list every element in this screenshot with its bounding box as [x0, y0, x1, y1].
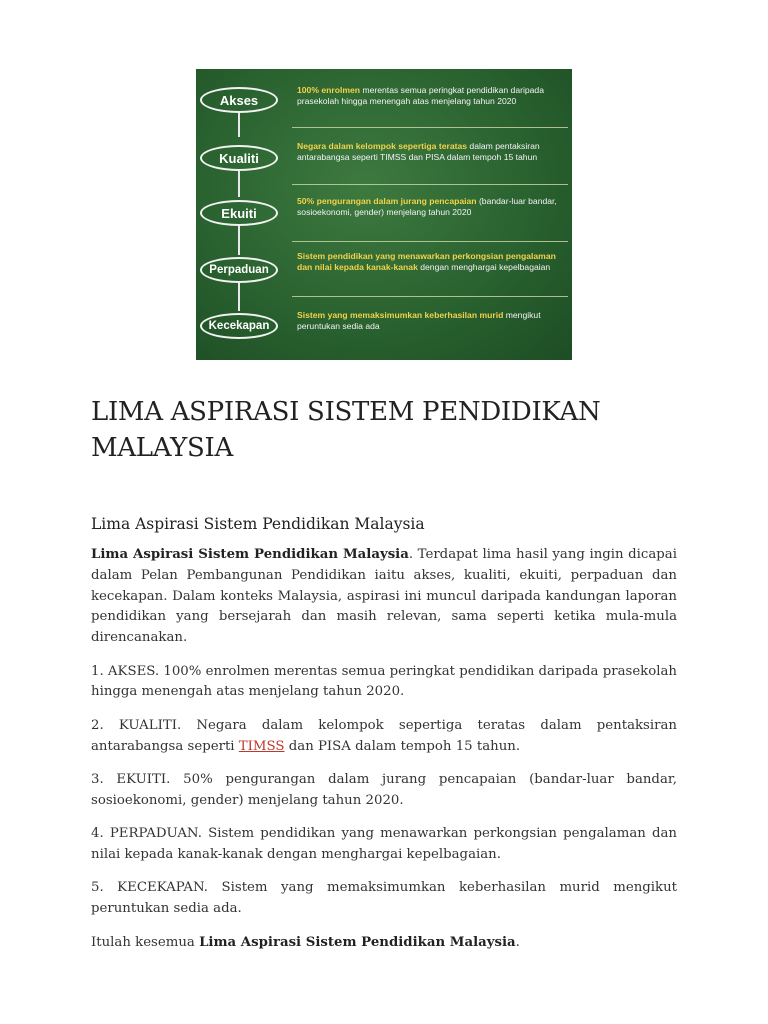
row-separator: [292, 127, 568, 128]
chain-connector: [238, 226, 240, 255]
subheading: Lima Aspirasi Sistem Pendidikan Malaysia: [91, 515, 425, 533]
intro-text: . Terdapat lima hasil yang ingin dicapai dalam Pelan Pembangunan Pendidikan iaitu akses, kualiti, ekuiti, perpaduan dan kecekapan. Dalam konteks Malaysia, aspirasi ini muncul daripada kandungan laporan pendidikan yang bersejarah dan masih relevan, sama seperti ketika mula-mula direncanakan.: [91, 547, 677, 646]
desc-highlight: 100% enrolmen: [297, 85, 361, 95]
desc-highlight: 50% pengurangan dalam jurang pencapaian: [297, 196, 477, 206]
row-separator: [292, 241, 568, 242]
item-kecekapan: 5. KECEKAPAN. Sistem yang memaksimumkan keberhasilan murid mengikut peruntukan sedia ada.: [91, 880, 677, 917]
intro-bold: Lima Aspirasi Sistem Pendidikan Malaysia: [91, 547, 409, 562]
pill-akses: Akses: [200, 87, 278, 113]
pill-ekuiti: Ekuiti: [200, 200, 278, 226]
aspirations-infographic: [196, 69, 572, 360]
chain-connector: [238, 171, 240, 197]
pill-kecekapan: Kecekapan: [200, 313, 278, 339]
item-kualiti-end: dan PISA dalam tempoh 15 tahun.: [284, 738, 521, 754]
desc-highlight: Negara dalam kelompok sepertiga teratas: [297, 141, 468, 151]
closing-end: .: [515, 934, 520, 950]
item-perpaduan: 4. PERPADUAN. Sistem pendidikan yang menawarkan perkongsian pengalaman dan nilai kepada kanak-kanak dengan menghargai kepelbagaian.: [91, 826, 677, 862]
closing-bold: Lima Aspirasi Sistem Pendidikan Malaysia: [199, 934, 516, 950]
desc-text: (bandar-luar bandar, sosioekonomi, gender) menjelang tahun 2020: [297, 196, 557, 217]
desc-text: merentas semua peringkat pendidikan daripada prasekolah hingga menengah atas menjelang tahun 2020: [297, 85, 544, 106]
chain-connector: [238, 113, 240, 137]
row-separator: [292, 184, 568, 185]
row-separator: [292, 296, 568, 297]
desc-text: dengan menghargai kepelbagaian: [417, 262, 551, 272]
desc-akses: [297, 85, 565, 107]
chain-connector: [238, 283, 240, 311]
desc-text: mengikut peruntukan sedia ada: [297, 310, 541, 331]
desc-ekuiti: [297, 196, 565, 218]
item-kualiti-text: 2. KUALITI. Negara dalam kelompok sepertiga teratas dalam pentaksiran antarabangsa seperti: [91, 717, 677, 754]
item-akses: 1. AKSES. 100% enrolmen merentas semua peringkat pendidikan daripada prasekolah hingga menengah atas menjelang tahun 2020.: [91, 663, 677, 700]
desc-kualiti: [297, 141, 565, 163]
closing-paragraph: [91, 933, 677, 954]
desc-kecekapan: [297, 310, 565, 332]
intro-paragraph: [91, 545, 677, 649]
desc-highlight: Sistem pendidikan yang menawarkan perkongsian pengalaman dan nilai kepada kanak-kanak: [297, 251, 556, 272]
desc-perpaduan: [297, 251, 565, 273]
item-ekuiti: 3. EKUITI. 50% pengurangan dalam jurang pencapaian (bandar-luar bandar, sosioekonomi, gender) menjelang tahun 2020.: [91, 771, 677, 808]
article-body: [91, 545, 677, 966]
pill-kualiti: Kualiti: [200, 145, 278, 171]
desc-text: dalam pentaksiran antarabangsa seperti TIMSS dan PISA dalam tempoh 15 tahun: [297, 141, 540, 162]
item-kualiti: [91, 716, 677, 758]
desc-highlight: Sistem yang memaksimumkan keberhasilan murid: [297, 310, 504, 320]
pill-perpaduan: Perpaduan: [200, 257, 278, 283]
closing-text: Itulah kesemua: [91, 934, 200, 950]
page-title: LIMA ASPIRASI SISTEM PENDIDIKAN MALAYSIA: [91, 397, 601, 463]
timss-link[interactable]: TIMSS: [238, 738, 285, 754]
